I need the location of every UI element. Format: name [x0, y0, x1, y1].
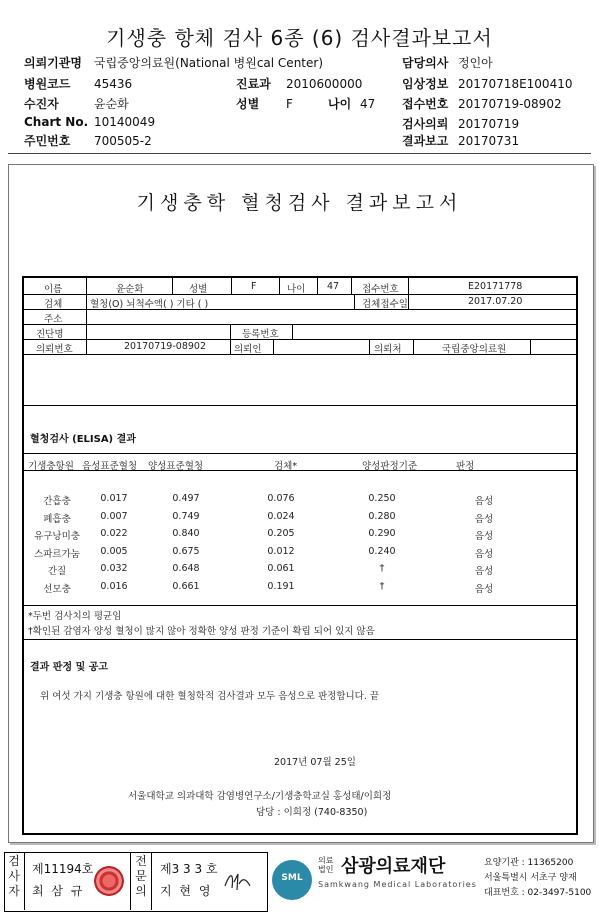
table-cell-neg: 0.022 [100, 528, 128, 539]
header-row: Chart No. 10140049 [24, 115, 156, 129]
specimen-date-value: 2017.07.20 [468, 296, 523, 307]
requester-org-label: 의뢰처 [374, 344, 402, 355]
column-header: 검체* [274, 461, 298, 472]
request-no-label: 의뢰번호 [36, 344, 73, 355]
table-cell-antigen: 간흡충 [43, 496, 71, 507]
table-cell-cutoff: † [379, 563, 385, 574]
foundation-type: 의료 법인 [318, 856, 334, 874]
request-no-value: 20170719-08902 [124, 341, 207, 352]
header-row: 결과보고 20170731 [402, 134, 520, 148]
receipt-label: 접수번호 [362, 284, 399, 295]
table-cell-cutoff: † [379, 580, 385, 592]
phone: 대표번호 : 02-3497-5100 [484, 888, 592, 898]
report-table [22, 276, 578, 835]
table-cell-result: 음성 [474, 531, 494, 542]
page-title: 기생충 항체 검사 6종 (6) 검사결과보고서 [106, 26, 493, 50]
header-row: 나이 47 [328, 97, 376, 111]
column-header: 양성판정기준 [362, 461, 418, 472]
header-row: 성별 F [236, 97, 293, 111]
table-cell-pos: 0.661 [172, 580, 200, 592]
inspector-name: 최 삼 규 [32, 884, 85, 898]
report-title: 기생충학 혈청검사 결과보고서 [136, 192, 463, 214]
note-average: *두번 검사치의 평균임 [28, 611, 122, 622]
table-cell-cutoff: 0.240 [368, 545, 396, 557]
header-row: 병원코드 45436 [24, 77, 133, 91]
table-cell-pos: 0.840 [172, 528, 200, 539]
requester-org-value: 국립중앙의료원 [442, 344, 507, 355]
header-row: 진료과 2010600000 [236, 77, 363, 91]
table-cell-pos: 0.497 [172, 493, 200, 504]
age-label: 나이 [287, 284, 306, 295]
column-header: 판정 [456, 461, 475, 472]
judgement-text: 위 여섯 가지 기생충 항원에 대한 혈청학적 검사결과 모두 음성으로 판정합니다. 끝 [40, 691, 380, 702]
header-row: 임상정보 20170718E100410 [402, 77, 573, 91]
sex-value: F [251, 281, 257, 292]
institution: 서울대학교 의과대학 감염병연구소/기생충학교실 홍성태/이희정 [128, 791, 392, 802]
table-cell-specimen: 0.024 [267, 510, 295, 522]
address-label: 주소 [44, 314, 63, 325]
specimen-value: 혈청(O) 뇌척수액( ) 기타 ( ) [90, 299, 209, 310]
table-cell-result: 음성 [474, 496, 494, 507]
foundation-name-en: Samkwang Medical Laboratories [318, 880, 477, 889]
header-row: 검사의뢰 20170719 [402, 117, 520, 131]
table-cell-pos: 0.675 [172, 545, 200, 557]
column-header: 기생충항원 [28, 461, 74, 472]
registration-label: 등록번호 [242, 329, 279, 340]
sex-label: 성별 [189, 284, 208, 295]
table-cell-antigen: 스파르가눔 [34, 548, 80, 560]
table-cell-antigen: 간질 [47, 566, 67, 577]
specimen-label: 검체 [44, 299, 63, 310]
table-cell-result: 음성 [474, 513, 494, 525]
table-cell-result: 음성 [474, 583, 494, 595]
table-cell-specimen: 0.061 [267, 563, 295, 574]
table-cell-cutoff: 0.250 [368, 493, 396, 504]
table-cell-antigen: 폐흡충 [43, 513, 71, 525]
org-code: 요양기관 : 11365200 [484, 858, 574, 868]
requester-label: 의뢰인 [234, 344, 262, 355]
inspector-license: 제11194호 [32, 862, 94, 876]
name-value: 윤순화 [116, 284, 144, 295]
header-row: 접수번호 20170719-08902 [402, 97, 562, 111]
table-cell-specimen: 0.191 [267, 580, 295, 592]
header-row: 담당의사 정인아 [402, 56, 493, 70]
table-cell-specimen: 0.012 [267, 545, 295, 557]
foundation-name: 삼광의료재단 [341, 856, 446, 877]
divider [8, 153, 591, 154]
table-cell-pos: 0.648 [172, 563, 200, 574]
specialist-name: 지 현 영 [160, 884, 213, 898]
specialist-label: 전문의 [135, 854, 147, 898]
inspector-seal [94, 866, 124, 896]
column-header: 양성표준혈청 [148, 461, 204, 472]
elisa-title: 혈청검사 (ELISA) 결과 [30, 434, 136, 445]
header-row: 수진자 윤순화 [24, 97, 129, 111]
table-cell-antigen: 선모충 [43, 583, 71, 595]
report-date: 2017년 07월 25일 [274, 757, 356, 768]
note-cutoff: †확인된 감염자 양성 혈청이 많지 않아 정확한 양성 판정 기준이 확립 되어 있지 않음 [28, 626, 375, 637]
specimen-date-label: 검체접수일 [362, 299, 408, 310]
column-header: 음성표준혈청 [82, 461, 138, 472]
table-cell-cutoff: 0.280 [368, 510, 396, 522]
signature-icon [222, 868, 254, 894]
table-cell-neg: 0.017 [100, 493, 128, 504]
name-label: 이름 [44, 284, 63, 295]
table-cell-pos: 0.749 [172, 510, 200, 522]
judgement-title: 결과 판정 및 공고 [30, 662, 109, 673]
table-cell-result: 음성 [474, 548, 494, 560]
table-cell-neg: 0.005 [100, 545, 128, 557]
table-cell-cutoff: 0.290 [368, 528, 396, 539]
table-cell-result: 음성 [474, 566, 494, 577]
diagnosis-label: 진단명 [36, 329, 64, 340]
header-row: 주민번호 700505-2 [24, 134, 152, 148]
inspector-label: 검사자 [8, 854, 20, 898]
table-cell-neg: 0.032 [100, 563, 128, 574]
receipt-value: E20171778 [468, 281, 523, 292]
table-cell-neg: 0.007 [100, 510, 128, 522]
table-cell-neg: 0.016 [100, 580, 128, 592]
contact: 담당 : 이희정 (740-8350) [256, 807, 368, 818]
header-row: 의뢰기관명 국립중앙의료원(National 병원cal Center) [24, 56, 323, 70]
table-cell-specimen: 0.076 [267, 493, 295, 504]
specialist-license: 제3 3 3 호 [160, 862, 218, 876]
address: 서울특별시 서초구 양재 [484, 873, 577, 883]
table-cell-specimen: 0.205 [267, 528, 295, 539]
footer [0, 850, 599, 917]
sml-logo-icon: SML [272, 860, 312, 900]
table-cell-antigen: 유구낭미충 [34, 531, 80, 542]
age-value: 47 [327, 281, 340, 292]
